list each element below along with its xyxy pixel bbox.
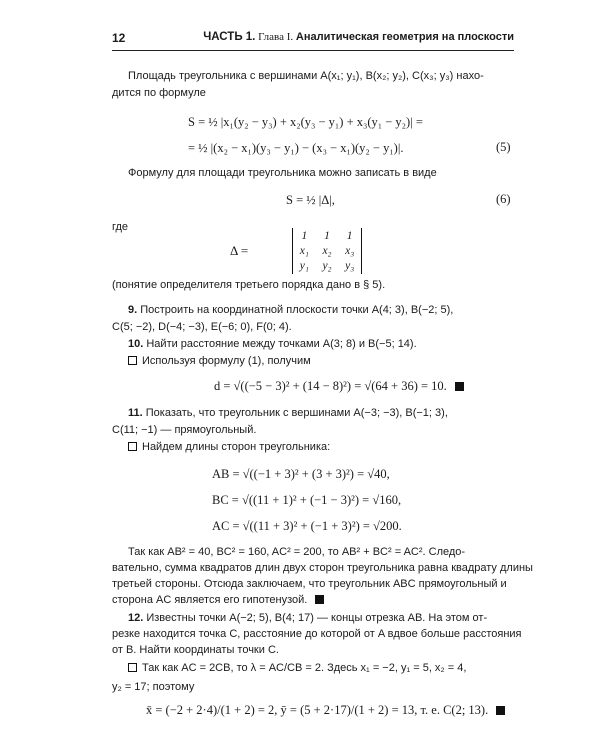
problem-number: 12. [128,612,144,624]
conclusion-text: сторона AC является его гипотенузой. [112,594,308,606]
matrix-cell: x₃ [345,244,355,257]
chapter-heading [203,31,514,43]
solution-text: Так как AC = 2CB, то λ = AC/CB = 2. Здесь x₁ = −2, y₁ = 5, x₂ = 4, [142,662,467,674]
problem-12-line-2: резке находится точка C, расстояние до которой от A вдвое больше расстояния [112,628,522,640]
formula-5-line-2: = ½ |(x₂ − x₁)(y₃ − y₁) − (x₃ − x₁)(y₂ − y₁)|. [188,141,404,155]
problem-11-line-2: C(11; −1) — прямоугольный. [112,424,257,436]
problem-10-solution-intro [128,354,311,368]
problem-12-final-formula [146,702,505,718]
determinant-note: (понятие определителя третьего порядка дано в § 5). [112,279,386,291]
problem-11-conclusion-4 [112,593,324,607]
problem-number: 9. [128,304,138,316]
problem-text: Известны точки A(−2; 5), B(4; 17) — концы отрезка AB. На этом от- [146,612,488,624]
intro-line-1: Площадь треугольника с вершинами A(x₁; y₁), B(x₂; y₂), C(x₃; y₃) нахо- [128,70,484,82]
problem-text: Построить на координатной плоскости точки A(4; 3), B(−2; 5), [140,304,454,316]
matrix-cell: 1 [324,229,330,242]
equation-number-5: (5) [496,140,511,154]
chapter-title: Аналитическая геометрия на плоскости [295,31,514,43]
side-bc-formula: BC = √((11 + 1)² + (−1 − 3)²) = √160, [212,493,402,507]
problem-10-formula [214,378,464,394]
page-number: 12 [112,31,126,45]
problem-11-solution-intro [128,440,330,454]
matrix-cell: x₁ [299,244,309,257]
solution-text: Используя формулу (1), получим [142,355,311,367]
matrix-cell: 1 [301,229,308,242]
matrix-cell: 1 [346,229,353,242]
distance-formula: d = √((−5 − 3)² + (14 − 8)²) = √(64 + 36) = 10. [214,379,447,393]
solution-text: Найдем длины сторон треугольника: [142,441,331,453]
equation-number-6: (6) [496,192,511,206]
solution-start-icon [128,442,137,451]
side-ab-formula: AB = √((−1 + 3)² + (3 + 3)²) = √40, [212,467,390,481]
problem-12-line-1 [128,611,487,625]
chapter-label: Глава I. [258,31,294,43]
problem-12-line-3: от B. Найти координаты точки C. [112,644,279,656]
matrix-cell: y₂ [322,260,332,273]
problem-11-conclusion-3: третьей стороны. Отсюда заключаем, что треугольник ABC прямоугольный и [112,578,507,590]
problem-12-solution-2: y₂ = 17; поэтому [112,681,195,693]
side-ac-formula: AC = √((11 + 3)² + (−1 + 3)²) = √200. [212,519,402,533]
problem-9-line-2: C(5; −2), D(−4; −3), E(−6; 0), F(0; 4). [112,321,292,333]
solution-start-icon [128,356,137,365]
problem-12-solution-1 [128,661,466,675]
text-area-intro: Формулу для площади треугольника можно записать в виде [128,167,437,179]
running-head [112,30,514,51]
midpoint-formula: x̄ = (−2 + 2·4)/(1 + 2) = 2, ȳ = (5 + 2·17)/(1 + 2) = 13, т. е. C(2; 13). [146,703,489,717]
determinant [230,226,380,276]
problem-11-conclusion-1: Так как AB² = 40, BC² = 160, AC² = 200, то AB² + BC² = AC². Следо- [128,546,466,558]
problem-text: Найти расстояние между точками A(3; 8) и B(−5; 14). [146,338,417,350]
text-where: где [112,221,129,233]
problem-11-conclusion-2: вательно, сумма квадратов длин двух сторон треугольника равна квадрату длины [112,562,533,574]
determinant-matrix [292,228,362,274]
determinant-label: Δ = [230,243,249,258]
part-label: ЧАСТЬ 1. [203,31,256,43]
problem-number: 10. [128,338,144,350]
problem-11-line-1 [128,406,448,420]
end-of-solution-icon [315,595,324,604]
problem-9-line-1 [128,303,453,317]
matrix-cell: y₁ [299,260,309,273]
matrix-cell: y₃ [345,260,355,273]
intro-line-2: дится по формуле [112,87,206,99]
solution-start-icon [128,663,137,672]
end-of-solution-icon [455,382,464,391]
problem-10 [128,337,417,351]
matrix-cell: x₂ [322,244,332,257]
problem-text: Показать, что треугольник с вершинами A(−3; −3), B(−1; 3), [145,407,448,419]
problem-number: 11. [128,407,143,419]
formula-6: S = ½ |Δ|, [286,193,335,207]
formula-5-line-1: S = ½ |x₁(y₂ − y₃) + x₂(y₃ − y₁) + x₃(y₁ − y₂)| = [188,115,423,129]
end-of-solution-icon [496,706,505,715]
